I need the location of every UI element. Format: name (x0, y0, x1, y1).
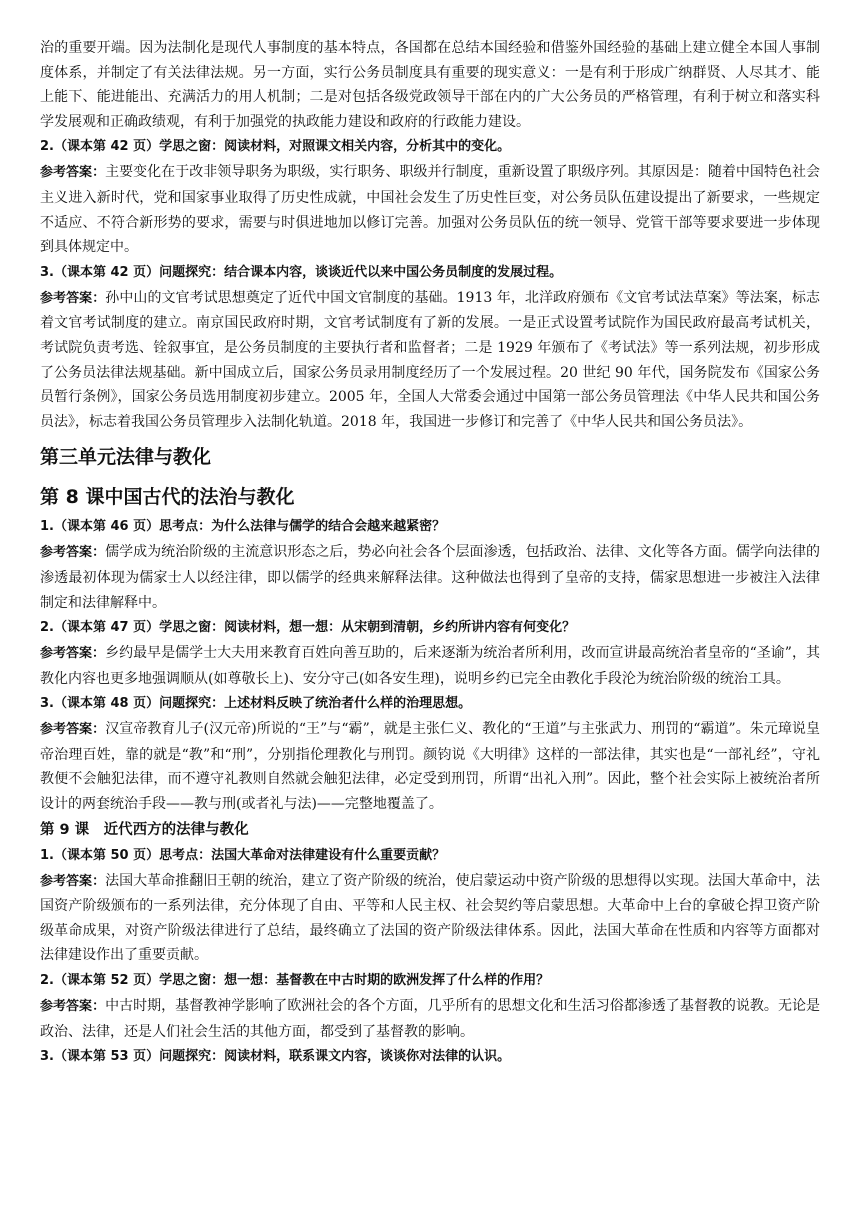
question-1-p50: 1.（课本第 50 页）思考点：法国大革命对法律建设有什么重要贡献？ (40, 847, 446, 863)
answer-text: 主要变化在于改非领导职务为职级，实行职务、职级并行制度，重新设置了职级序列。其原因是：随着中国特色社会主义进入新时代，党和国家事业取得了历史性成就，中国社会发生了历史性巨变，对公务员队伍建设提出了新要求，一些规定不适应、不符合新形势的要求，需要与时俱进地加以修订完善。加强对公务员队伍的统一领导、党管干部等要求要进一步体现到具体规定中。 (40, 164, 820, 256)
unit-heading: 第三单元法律与教化 (40, 446, 212, 469)
answer-label: 参考答案： (40, 999, 106, 1015)
answer-text: 汉宣帝教育儿子(汉元帝)所说的“王”与“霸”，就是主张仁义、教化的“王道”与主张武力、刑罚的“霸道”。朱元璋说皇帝治理百姓，靠的就是“教”和“刑”，分别指伦理教化与刑罚。颜钧说《大明律》这样的一部法律，其实也是“一部礼经”，守礼教便不会触犯法律，而不遵守礼教则自然就会触犯法律，必定受到刑罚，所谓“出礼入刑”。因此，整个社会实际上被统治者所设计的两套统治手段——教与刑(或者礼与法)——完整地覆盖了。 (40, 721, 820, 813)
answer-paragraph (40, 540, 820, 615)
answer-label: 参考答案： (40, 165, 106, 181)
lesson-9-heading: 第 9 课 近代西方的法律与教化 (40, 821, 249, 838)
answer-label: 参考答案： (40, 722, 106, 738)
answer-text: 法国大革命推翻旧王朝的统治，建立了资产阶级的统治，使启蒙运动中资产阶级的思想得以实现。法国大革命中，法国资产阶级颁布的一系列法律，充分体现了自由、平等和人民主权、社会契约等启蒙思想。大革命中上台的拿破仑捍卫资产阶级革命成果，对资产阶级法律进行了总结，最终确立了法国的资产阶级法律体系。因此，法国大革命在性质和内容等方面都对法律建设作出了重要贡献。 (40, 872, 820, 964)
answer-text: 乡约最早是儒学士大夫用来教育百姓向善互助的，后来逐渐为统治者所利用，改而宣讲最高统治者皇帝的“圣谕”，其教化内容也更多地强调顺从(如尊敬长上)、安分守己(如各安生理)，说明乡约已完全由教化手段沦为统治阶级的统治工具。 (40, 645, 820, 687)
answer-paragraph (40, 160, 820, 259)
answer-paragraph (40, 717, 820, 816)
question-3-p53: 3.（课本第 53 页）问题探究：阅读材料，联系课文内容，谈谈你对法律的认识。 (40, 1049, 511, 1065)
answer-paragraph (40, 869, 820, 968)
lesson-8-heading: 第 8 课中国古代的法治与教化 (40, 486, 295, 509)
question-3-p42: 3.（课本第 42 页）问题探究：结合课本内容，谈谈近代以来中国公务员制度的发展过程。 (40, 264, 563, 280)
document-page (40, 36, 820, 1070)
intro-paragraph: 治的重要开端。因为法制化是现代人事制度的基本特点，各国都在总结本国经验和借鉴外国经验的基础上建立健全本国人事制度体系，并制定了有关法律法规。另一方面，实行公务员制度具有重要的现实意义：一是有利于形成广纳群贤、人尽其才、能上能下、能进能出、充满活力的用人机制；二是对包括各级党政领导干部在内的广大公务员的严格管理，有利于树立和落实科学发展观和正确政绩观，有利于加强党的执政能力建设和政府的行政能力建设。 (40, 40, 820, 130)
answer-paragraph (40, 641, 820, 691)
question-3-p48: 3.（课本第 48 页）问题探究：上述材料反映了统治者什么样的治理思想。 (40, 696, 472, 712)
answer-text: 中古时期，基督教神学影响了欧洲社会的各个方面，几乎所有的思想文化和生活习俗都渗透了基督教的说教。无论是政治、法律，还是人们社会生活的其他方面，都受到了基督教的影响。 (40, 998, 820, 1040)
answer-label: 参考答案： (40, 290, 106, 306)
question-2-p52: 2.（课本第 52 页）学思之窗：想一想：基督教在中古时期的欧洲发挥了什么样的作用？ (40, 973, 550, 989)
question-1-p46: 1.（课本第 46 页）思考点：为什么法律与儒学的结合会越来越紧密？ (40, 519, 446, 535)
answer-paragraph (40, 994, 820, 1044)
answer-paragraph (40, 286, 820, 435)
answer-text: 儒学成为统治阶级的主流意识形态之后，势必向社会各个层面渗透，包括政治、法律、文化等各方面。儒学向法律的渗透最初体现为儒家士人以经注律，即以儒学的经典来解释法律。这种做法也得到了皇帝的支持，儒家思想进一步被注入法律制定和法律解释中。 (40, 544, 820, 611)
question-2-p47: 2.（课本第 47 页）学思之窗：阅读材料，想一想：从宋朝到清朝，乡约所讲内容有何变化？ (40, 620, 576, 636)
answer-label: 参考答案： (40, 873, 106, 889)
question-2-p42: 2.（课本第 42 页）学思之窗：阅读材料，对照课文相关内容，分析其中的变化。 (40, 139, 511, 155)
answer-label: 参考答案： (40, 646, 106, 662)
answer-text: 孙中山的文官考试思想奠定了近代中国文官制度的基础。1913 年，北洋政府颁布《文官考试法草案》等法案，标志着文官考试制度的建立。南京国民政府时期，文官考试制度有了新的发展。一是正式设置考试院作为国民政府最高考试机关，考试院负责考选、铨叙事宜，是公务员制度的主要执行者和监督者；二是 1929 年颁布了《考试法》等一系列法规，初步形成了公务员法律法规基础。新中国成立后，国家公务员录用制度经历了一个发展过程。20 世纪 90 年代，国务院发布《国家公务员暂行条例》，国家公务员选用制度初步建立。2005 年，全国人大常委会通过中国第一部公务员管理法《中华人民共和国公务员法》，标志着我国公务员管理步入法制化轨道。2018 年，我国进一步修订和完善了《中华人民共和国公务员法》。 (40, 289, 820, 430)
answer-label: 参考答案： (40, 545, 106, 561)
